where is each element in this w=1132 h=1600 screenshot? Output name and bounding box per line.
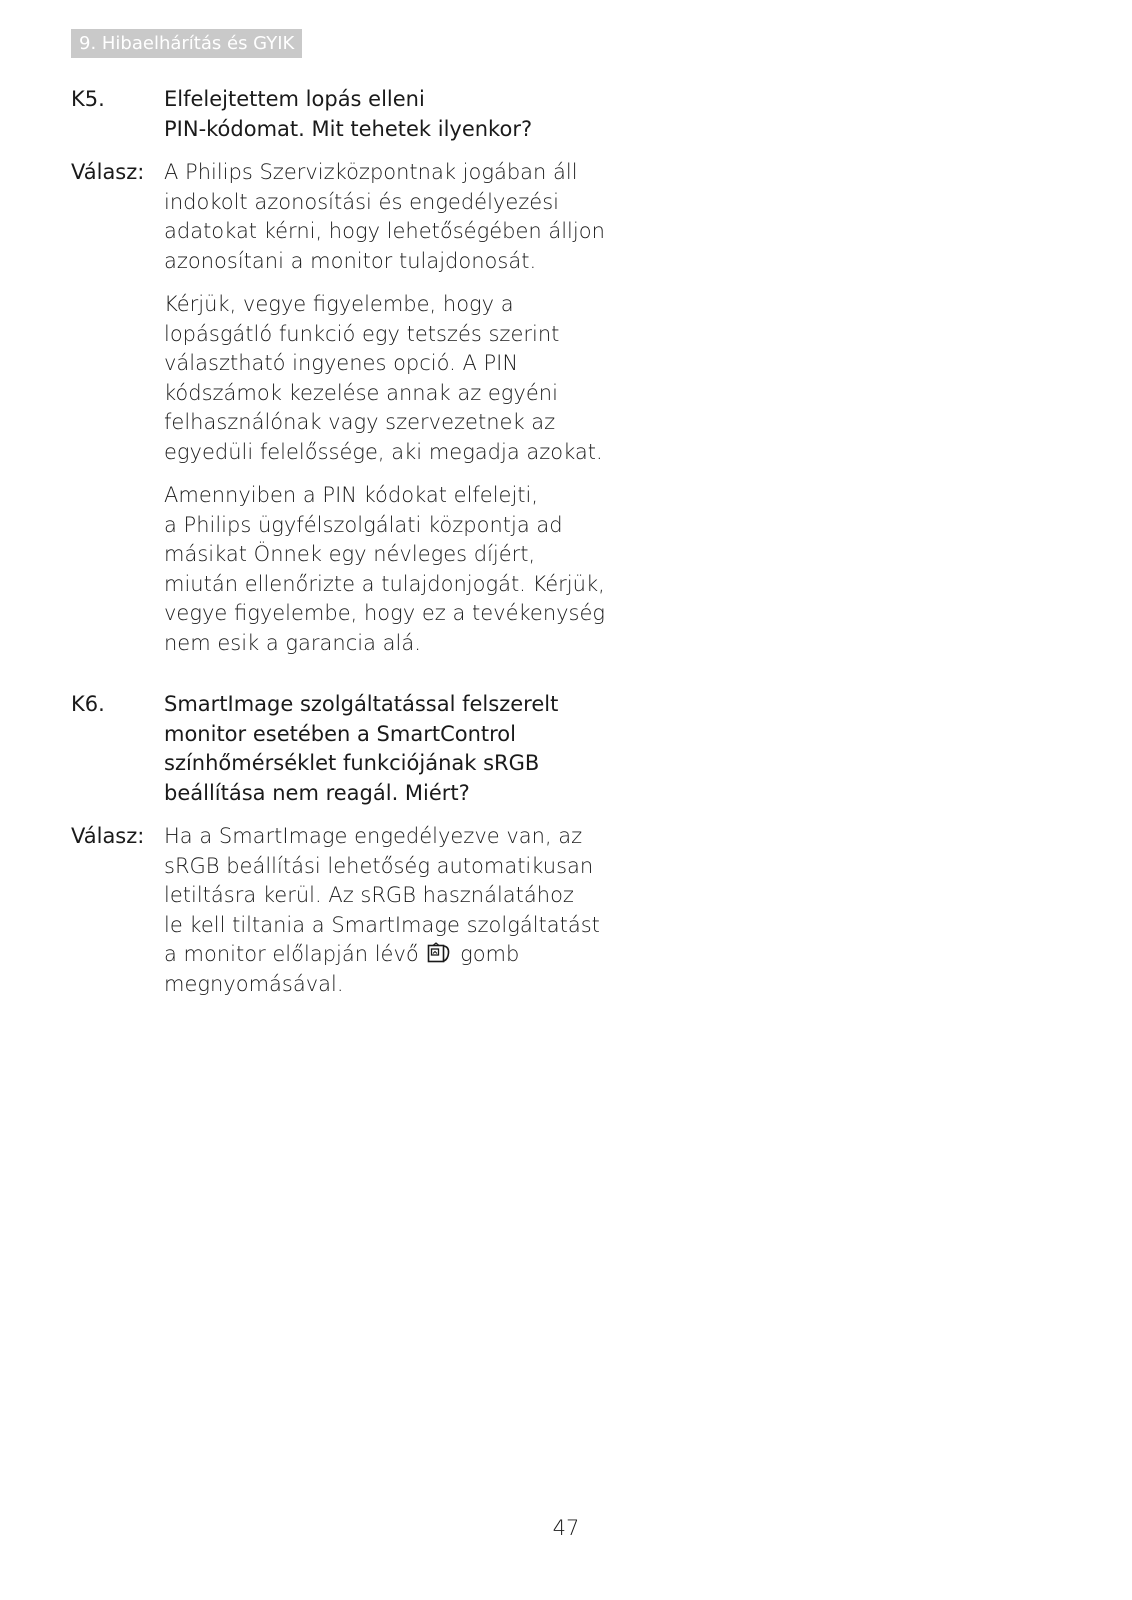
question-line: beállítása nem reagál. Miért? [164,780,470,805]
answer-line-end: gomb [453,942,520,966]
answer-line: Ha a SmartImage engedélyezve van, az [164,824,583,848]
answer-line: másikat Önnek egy névleges díjért, [164,542,536,566]
answer-line-start: a monitor előlapján lévő [164,942,426,966]
answer-line: adatokat kérni, hogy lehetőségében álljon [164,219,605,243]
smartimage-button-icon [427,942,451,964]
answer-paragraph [164,481,606,658]
question-line: színhőmérséklet funkciójának sRGB [164,751,540,775]
answer-line: felhasználónak vagy szervezetnek az [164,410,556,434]
answer-line: miután ellenőrizte a tulajdonjogát. Kérjük, [164,571,605,596]
question-line: PIN-kódomat. Mit tehetek ilyenkor? [164,116,533,141]
answer-line: le kell tiltania a SmartImage szolgáltatást [164,912,600,937]
answer-line: lopásgátló funkció egy tetszés szerint [164,321,560,346]
question-label: K6. [71,692,105,716]
answer-line: megnyomásával. [164,971,344,996]
answer-line: azonosítani a monitor tulajdonosát. [164,248,537,273]
answer-line [164,940,591,970]
faq-k6 [71,690,600,999]
question-text [164,85,591,144]
question-line: Elfelejtettem lopás elleni [164,87,425,111]
answer-line: sRGB beállítási lehetőség automatikusan [164,853,594,878]
answer-row [71,822,600,999]
answer-paragraph [164,158,605,276]
answer-line: nem esik a garancia alá. [164,630,421,655]
answer-line: a Philips ügyfélszolgálati központja ad [164,512,563,537]
question-row [71,690,591,808]
answer-text [164,158,606,658]
faq-k5 [71,85,606,658]
question-line: SmartImage szolgáltatással felszerelt [164,692,559,716]
answer-row [71,158,606,658]
answer-text [164,822,600,999]
answer-line: Kérjük, vegye figyelembe, hogy a [164,292,514,316]
question-row [71,85,591,144]
answer-line: letiltásra kerül. Az sRGB használatához [164,883,574,907]
answer-label: Válasz: [71,824,145,848]
answer-paragraph [164,290,603,467]
answer-label: Válasz: [71,160,145,184]
question-line: monitor esetében a SmartControl [164,721,516,746]
answer-line: A Philips Szervizközpontnak jogában áll [164,160,578,184]
answer-line: vegye figyelembe, hogy ez a tevékenység [164,601,606,625]
page-number: 47 [552,1516,580,1540]
answer-line: Amennyiben a PIN kódokat elfelejti, [164,483,539,507]
answer-line: egyedüli felelőssége, aki megadja azokat. [164,439,603,464]
answer-line: kódszámok kezelése annak az egyéni [164,380,558,405]
question-label: K5. [71,87,105,111]
question-text [164,690,591,808]
section-header: 9. Hibaelhárítás és GYIK [71,29,302,58]
answer-line: választható ingyenes opció. A PIN [164,351,519,375]
answer-line: indokolt azonosítási és engedélyezési [164,189,559,214]
